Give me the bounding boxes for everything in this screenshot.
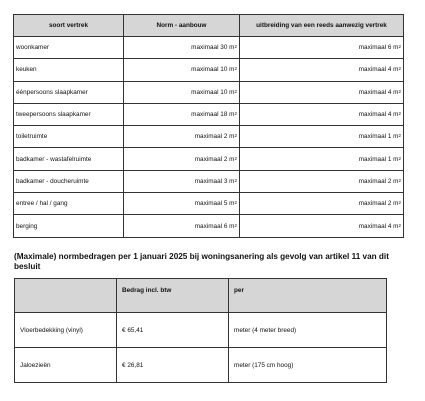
column-header-item <box>15 279 117 313</box>
amount-cell: € 26,81 <box>117 348 229 383</box>
extension-cell: maximaal 6 $m^2$ <box>240 37 404 59</box>
unit-superscript: 2 <box>398 88 401 94</box>
extension-cell: maximaal 4 $m^2$ <box>240 81 404 103</box>
table-row <box>14 148 404 170</box>
table-row <box>15 348 387 383</box>
room-type-cell: badkamer - wastafelruimte <box>14 148 124 170</box>
unit-superscript: 2 <box>234 133 237 139</box>
unit-superscript: 2 <box>398 222 401 228</box>
unit-superscript: 2 <box>398 111 401 117</box>
per-cell: meter (4 meter breed) <box>229 313 387 348</box>
column-header-amount: Bedrag incl. btw <box>117 279 229 313</box>
column-header-per: per <box>229 279 387 313</box>
norm-cell: maximaal 2 $m^2$ <box>124 126 240 148</box>
norm-cell: maximaal 30 $m^2$ <box>124 37 240 59</box>
unit-superscript: 2 <box>398 155 401 161</box>
table-row <box>14 215 404 237</box>
table-row <box>14 103 404 125</box>
price-norms-table <box>14 278 387 383</box>
room-type-cell: badkamer - doucheruimte <box>14 170 124 192</box>
extension-cell: maximaal 4 $m^2$ <box>240 103 404 125</box>
table-header-row <box>15 279 387 313</box>
norm-cell: maximaal 10 $m^2$ <box>124 81 240 103</box>
extension-cell: maximaal 1 $m^2$ <box>240 126 404 148</box>
table-row <box>14 193 404 215</box>
item-cell: Jaloezieën <box>15 348 117 383</box>
table-header-row <box>14 15 404 37</box>
unit-superscript: 2 <box>234 222 237 228</box>
per-cell: meter (175 cm hoog) <box>229 348 387 383</box>
unit-superscript: 2 <box>234 155 237 161</box>
table-row <box>14 170 404 192</box>
norm-cell: maximaal 5 $m^2$ <box>124 193 240 215</box>
unit-superscript: 2 <box>398 133 401 139</box>
extension-cell: maximaal 4 $m^2$ <box>240 59 404 81</box>
extension-cell: maximaal 2 $m^2$ <box>240 193 404 215</box>
room-norms-table <box>13 14 404 238</box>
unit-superscript: 2 <box>234 88 237 94</box>
table-row <box>14 37 404 59</box>
table-row <box>15 313 387 348</box>
norm-cell: maximaal 18 $m^2$ <box>124 103 240 125</box>
unit-superscript: 2 <box>398 66 401 72</box>
room-type-cell: entree / hal / gang <box>14 193 124 215</box>
item-cell: Vloerbedekking (vinyl) <box>15 313 117 348</box>
room-type-cell: tweepersoons slaapkamer <box>14 103 124 125</box>
norm-cell: maximaal 3 $m^2$ <box>124 170 240 192</box>
room-type-cell: woonkamer <box>14 37 124 59</box>
norm-cell: maximaal 10 $m^2$ <box>124 59 240 81</box>
room-type-cell: toiletruimte <box>14 126 124 148</box>
amount-cell: € 65,41 <box>117 313 229 348</box>
extension-cell: maximaal 1 $m^2$ <box>240 148 404 170</box>
table-row <box>14 81 404 103</box>
unit-superscript: 2 <box>234 66 237 72</box>
extension-cell: maximaal 4 $m^2$ <box>240 215 404 237</box>
room-type-cell: keuken <box>14 59 124 81</box>
norm-cell: maximaal 2 $m^2$ <box>124 148 240 170</box>
table-row <box>14 126 404 148</box>
unit-superscript: 2 <box>398 44 401 50</box>
norm-cell: maximaal 6 $m^2$ <box>124 215 240 237</box>
column-header-room-type: soort vertrek <box>14 15 124 37</box>
room-type-cell: berging <box>14 215 124 237</box>
unit-superscript: 2 <box>234 177 237 183</box>
unit-superscript: 2 <box>234 44 237 50</box>
extension-cell: maximaal 2 $m^2$ <box>240 170 404 192</box>
unit-superscript: 2 <box>234 200 237 206</box>
column-header-extension: uitbreiding van een reeds aanwezig vertrek <box>240 15 404 37</box>
unit-superscript: 2 <box>234 111 237 117</box>
table-row <box>14 59 404 81</box>
column-header-norm-new-build: Norm - aanbouw <box>124 15 240 37</box>
room-type-cell: éénpersoons slaapkamer <box>14 81 124 103</box>
unit-superscript: 2 <box>398 200 401 206</box>
section-heading: (Maximale) normbedragen per 1 januari 2025 bij woningsanering als gevolg van artikel 11 van dit besluit <box>14 252 389 271</box>
unit-superscript: 2 <box>398 177 401 183</box>
